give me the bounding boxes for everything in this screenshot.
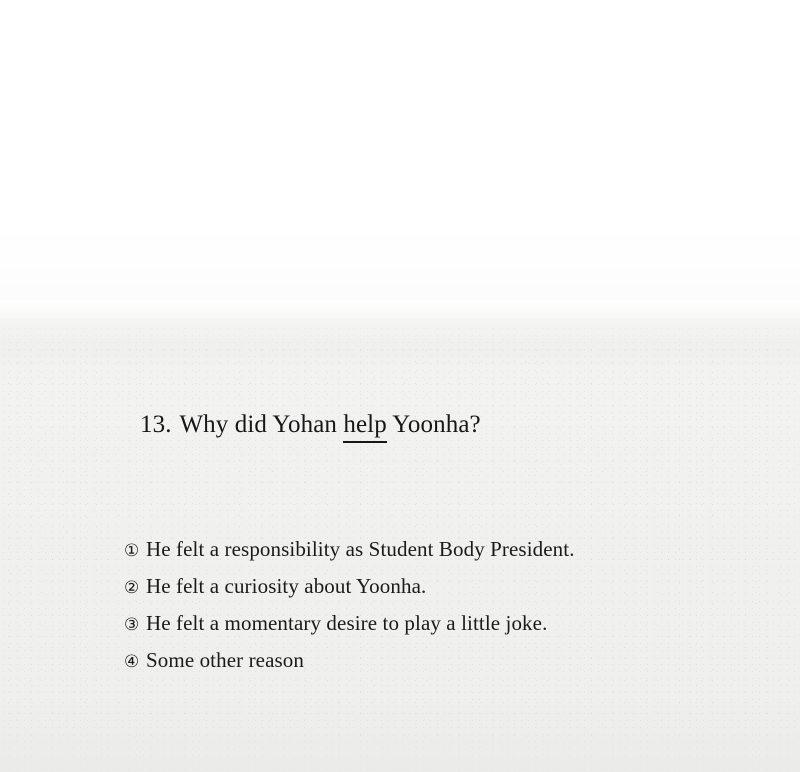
choice-label-1: He felt a responsibility as Student Body President. bbox=[146, 537, 575, 561]
choice-label-4: Some other reason bbox=[146, 648, 304, 672]
question-heading bbox=[140, 408, 481, 442]
choice-marker-1: ① bbox=[124, 541, 140, 561]
question-number: 13. bbox=[140, 411, 172, 438]
choice-marker-2: ② bbox=[124, 578, 140, 598]
choice-label-3: He felt a momentary desire to play a little joke. bbox=[146, 611, 548, 635]
choice-option-3[interactable] bbox=[124, 606, 764, 643]
choice-option-2[interactable] bbox=[124, 569, 764, 606]
choice-marker-3: ③ bbox=[124, 615, 140, 635]
choice-marker-4: ④ bbox=[124, 652, 140, 672]
question-text-before: Why did Yohan bbox=[179, 411, 344, 438]
choice-option-1[interactable] bbox=[124, 532, 764, 569]
choice-label-2: He felt a curiosity about Yoonha. bbox=[146, 574, 427, 598]
question-emphasized-word: help bbox=[343, 411, 386, 443]
choice-list bbox=[124, 532, 764, 680]
choice-option-4[interactable] bbox=[124, 643, 764, 680]
question-text-after: Yoonha? bbox=[386, 411, 481, 438]
